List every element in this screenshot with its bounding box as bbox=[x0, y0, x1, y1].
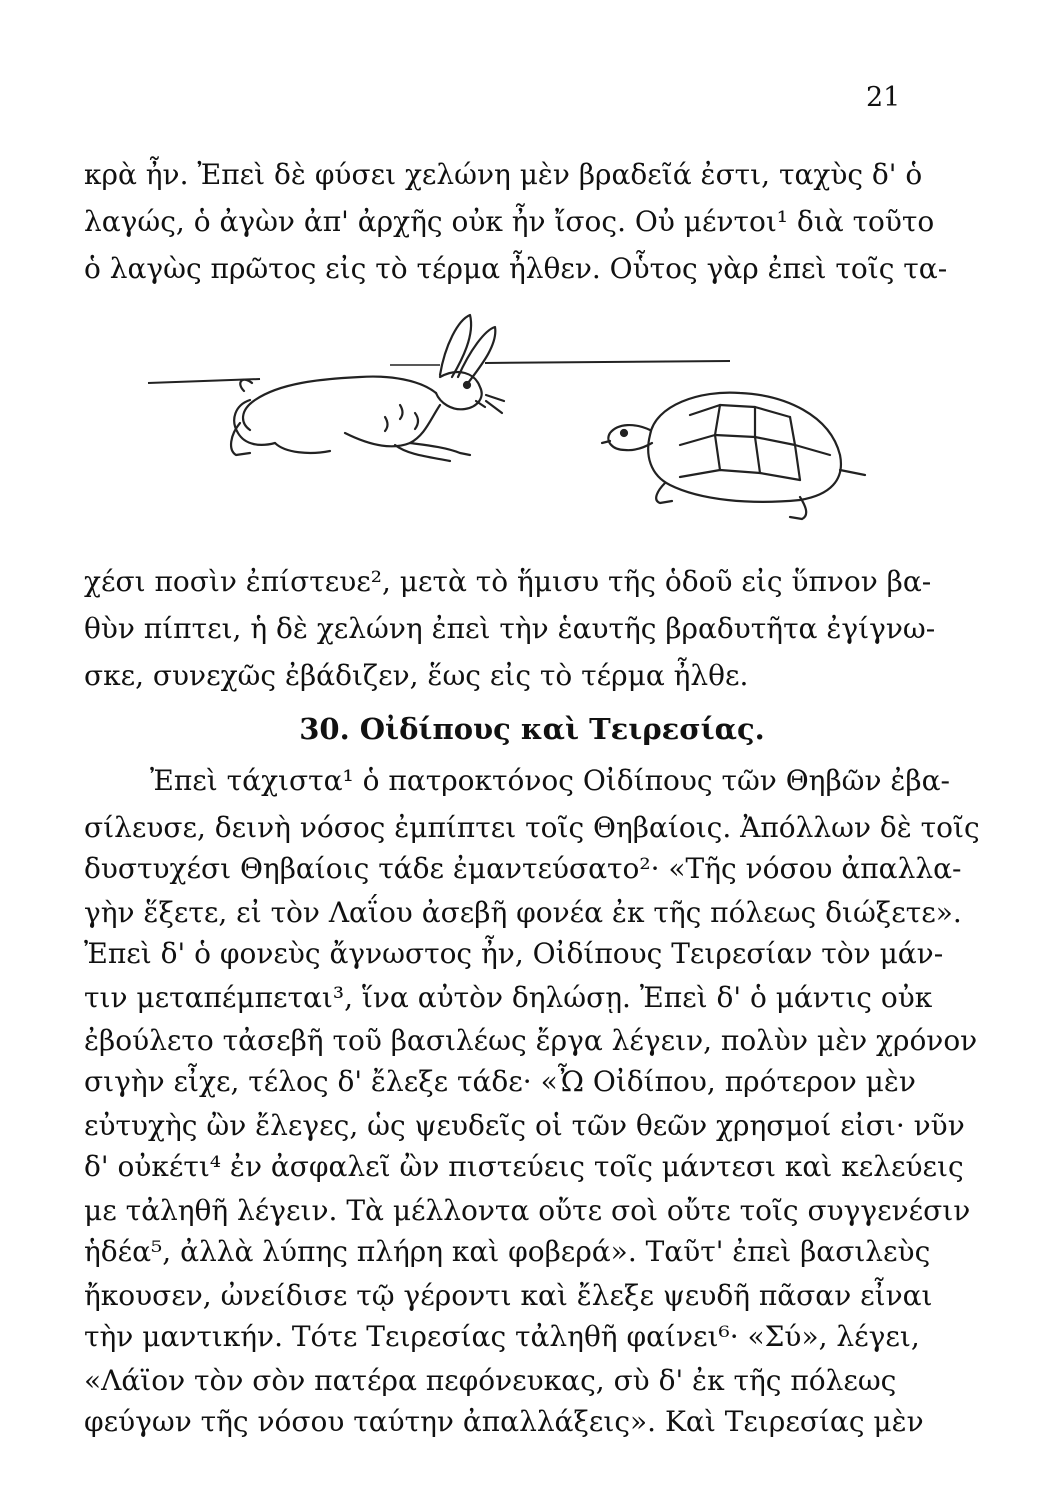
text-line: κρὰ ἦν. Ἐπεὶ δὲ φύσει χελώνη μὲν βραδεῖά ἐστι, ταχὺς δ' ὁ bbox=[84, 158, 923, 191]
text-line: γὴν ἕξετε, εἰ τὸν Λαΐου ἀσεβῆ φονέα ἐκ τῆς πόλεως διώξετε». bbox=[84, 896, 962, 929]
text-line: με τἀληθῆ λέγειν. Τὰ μέλλοντα οὔτε σοὶ οὔτε τοῖς συγγενέσιν bbox=[84, 1194, 971, 1227]
text-line: ἡδέα⁵, ἀλλὰ λύπης πλήρη καὶ φοβερά». Ταῦτ' ἐπεὶ βασιλεὺς bbox=[84, 1235, 931, 1268]
text-line: τὴν μαντικήν. Τότε Τειρεσίας τἀληθῆ φαίνει⁶· «Σύ», λέγει, bbox=[84, 1320, 920, 1353]
text-line: δ' οὐκέτι⁴ ἐν ἀσφαλεῖ ὢν πιστεύεις τοῖς μάντεσι καὶ κελεύεις bbox=[84, 1150, 964, 1183]
text-line: ἤκουσεν, ὠνείδισε τῷ γέροντι καὶ ἔλεξε ψευδῆ πᾶσαν εἶναι bbox=[84, 1279, 933, 1312]
text-line: σκε, συνεχῶς ἐβάδιζεν, ἕως εἰς τὸ τέρμα ἦλθε. bbox=[84, 659, 749, 692]
tortoise-icon bbox=[602, 393, 865, 519]
text-line: Ἐπεὶ τάχιστα¹ ὁ πατροκτόνος Οἰδίπους τῶν Θηβῶν ἐβα- bbox=[150, 764, 950, 797]
page-number: 21 bbox=[866, 82, 901, 113]
hare-icon bbox=[231, 315, 504, 461]
text-line: ὁ λαγὼς πρῶτος εἰς τὸ τέρμα ἦλθεν. Οὗτος γὰρ ἐπεὶ τοῖς τα- bbox=[84, 252, 948, 285]
section-title: 30. Οἰδίπους καὶ Τειρεσίας. bbox=[299, 712, 765, 746]
text-line: ἐβούλετο τἀσεβῆ τοῦ βασιλέως ἔργα λέγειν, πολὺν μὲν χρόνον bbox=[84, 1024, 978, 1057]
text-line: σίλευσε, δεινὴ νόσος ἐμπίπτει τοῖς Θηβαίοις. Ἀπόλλων δὲ τοῖς bbox=[84, 811, 980, 844]
text-line: δυστυχέσι Θηβαίοις τάδε ἐμαντεύσατο²· «Τῆς νόσου ἀπαλλα- bbox=[84, 852, 962, 885]
text-line: εὐτυχὴς ὢν ἔλεγες, ὡς ψευδεῖς οἱ τῶν θεῶν χρησμοί εἰσι· νῦν bbox=[84, 1109, 965, 1142]
text-line: χέσι ποσὶν ἐπίστευε², μετὰ τὸ ἥμισυ τῆς ὁδοῦ εἰς ὕπνον βα- bbox=[84, 565, 932, 598]
text-line: «Λάϊον τὸν σὸν πατέρα πεφόνευκας, σὺ δ' ἐκ τῆς πόλεως bbox=[84, 1364, 897, 1397]
text-line: τιν μεταπέμπεται³, ἵνα αὐτὸν δηλώσῃ. Ἐπεὶ δ' ὁ μάντις οὐκ bbox=[84, 981, 933, 1014]
text-line: Ἐπεὶ δ' ὁ φονεὺς ἄγνωστος ἦν, Οἰδίπους Τειρεσίαν τὸν μάν- bbox=[84, 937, 944, 970]
text-line: λαγώς, ὁ ἀγὼν ἀπ' ἀρχῆς οὐκ ἦν ἴσος. Οὐ μέντοι¹ διὰ τοῦτο bbox=[84, 205, 935, 238]
text-line: σιγὴν εἶχε, τέλος δ' ἔλεξε τάδε· «Ὦ Οἰδίπου, πρότερον μὲν bbox=[84, 1065, 916, 1098]
hare-and-tortoise-illustration bbox=[140, 305, 870, 540]
text-line: θὺν πίπτει, ἡ δὲ χελώνη ἐπεὶ τὴν ἑαυτῆς βραδυτῆτα ἐγίγνω- bbox=[84, 612, 936, 645]
text-line: φεύγων τῆς νόσου ταύτην ἀπαλλάξεις». Καὶ Τειρεσίας μὲν bbox=[84, 1405, 924, 1438]
